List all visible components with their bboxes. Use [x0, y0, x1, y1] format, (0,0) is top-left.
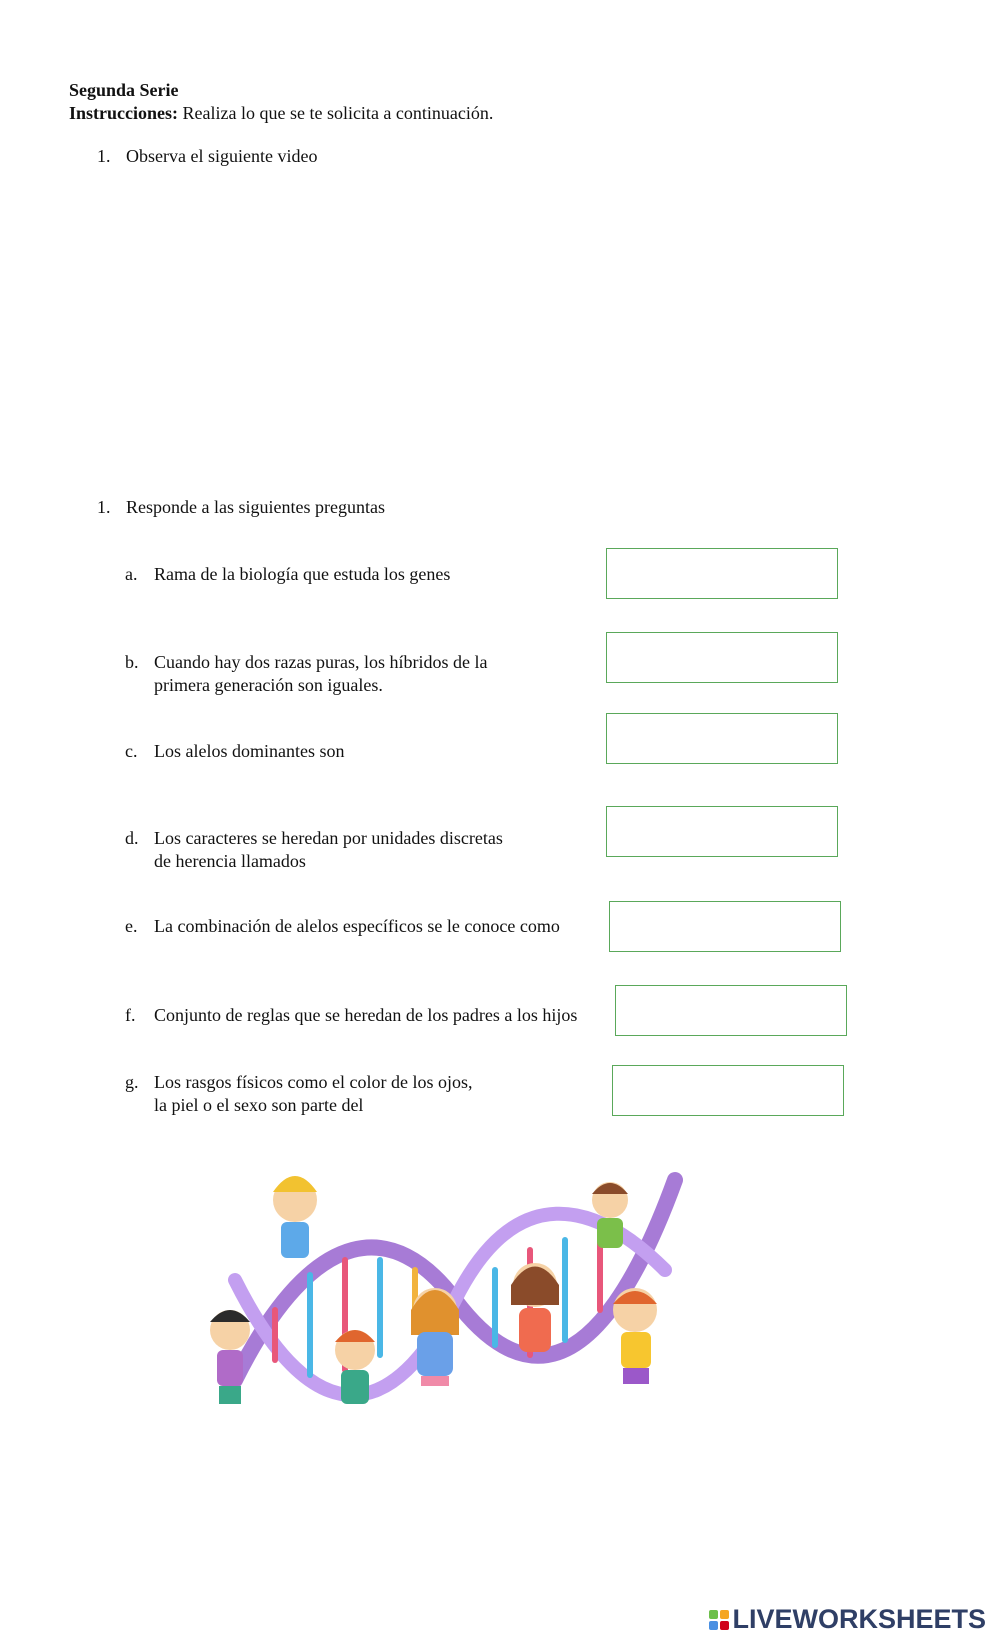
- child-figure-3: [335, 1330, 375, 1404]
- brand-name: LIVEWORKSHEETS: [732, 1604, 986, 1634]
- child-figure-4: [411, 1288, 459, 1386]
- question-letter: b.: [125, 652, 139, 672]
- question-letter: f.: [125, 1005, 136, 1025]
- instructions-label: Instrucciones:: [69, 103, 178, 123]
- answer-input-f[interactable]: [615, 985, 847, 1036]
- question-letter: a.: [125, 564, 138, 584]
- question-text: Los caracteres se heredan por unidades discretas: [154, 828, 503, 848]
- question-text-line2: de herencia llamados: [154, 851, 306, 871]
- question-letter: e.: [125, 916, 138, 936]
- instructions: [69, 103, 493, 124]
- question-text: Los alelos dominantes son: [154, 741, 345, 761]
- answer-input-a[interactable]: [606, 548, 838, 599]
- question-text: La combinación de alelos específicos se le conoce como: [154, 916, 560, 936]
- section1-text: Observa el siguiente video: [126, 146, 318, 166]
- answer-input-d[interactable]: [606, 806, 838, 857]
- child-figure-7: [613, 1288, 657, 1384]
- question-text: Conjunto de reglas que se heredan de los padres a los hijos: [154, 1005, 578, 1025]
- dna-children-illustration: [195, 1160, 715, 1430]
- child-figure-1: [273, 1176, 317, 1258]
- brand-logo-icon: [709, 1610, 729, 1630]
- section1-number: 1.: [97, 146, 111, 166]
- question-text-line2: primera generación son iguales.: [154, 675, 383, 695]
- answer-input-b[interactable]: [606, 632, 838, 683]
- liveworksheets-brand: [709, 1604, 986, 1635]
- question-text: Cuando hay dos razas puras, los híbridos de la: [154, 652, 488, 672]
- answer-input-g[interactable]: [612, 1065, 844, 1116]
- instructions-text: Realiza lo que se te solicita a continuación.: [178, 103, 494, 123]
- worksheet-title: Segunda Serie: [69, 80, 179, 100]
- section2-text: Responde a las siguientes preguntas: [126, 497, 385, 517]
- answer-input-e[interactable]: [609, 901, 841, 952]
- video-area[interactable]: [126, 180, 866, 480]
- question-text: Rama de la biología que estuda los genes: [154, 564, 451, 584]
- question-text: Los rasgos físicos como el color de los ojos,: [154, 1072, 473, 1092]
- section2-number: 1.: [97, 497, 111, 517]
- child-figure-5: [511, 1263, 559, 1352]
- question-letter: g.: [125, 1072, 139, 1092]
- question-letter: c.: [125, 741, 138, 761]
- answer-input-c[interactable]: [606, 713, 838, 764]
- question-letter: d.: [125, 828, 139, 848]
- question-text-line2: la piel o el sexo son parte del: [154, 1095, 364, 1115]
